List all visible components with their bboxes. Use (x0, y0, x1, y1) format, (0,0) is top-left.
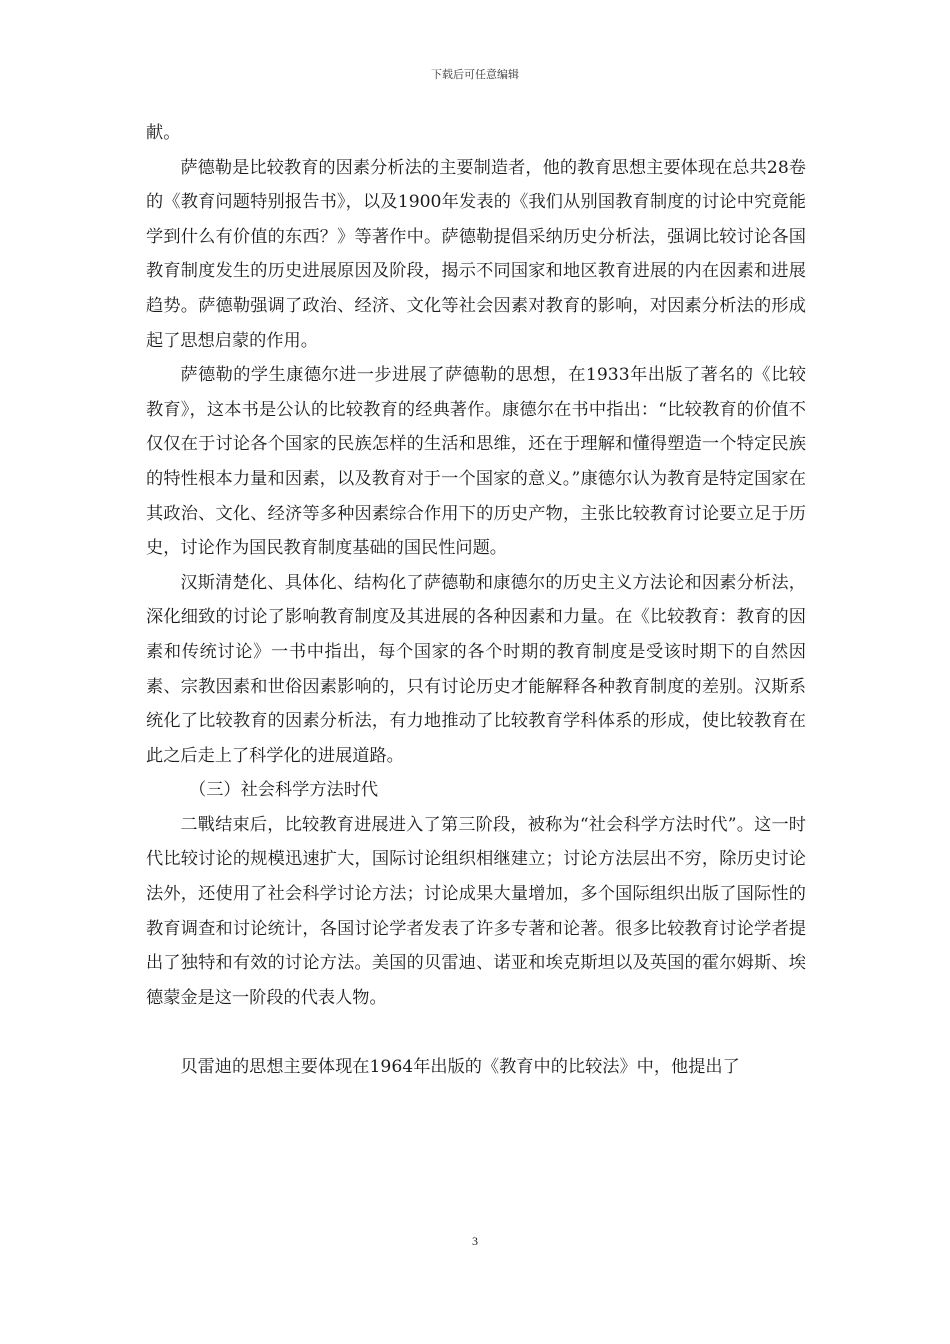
paragraph-post-war: 二戰结束后，比较教育进展进入了第三阶段，被称为“社会科学方法时代”。这一时代比较讨论的规模迅速扩大，国际讨论组织相继建立；讨论方法层出不穷，除历史讨论法外，还使用了社会科学讨论方法；讨论成果大量增加，多个国际组织出版了国际性的教育调查和讨论统计，各国讨论学者发表了许多专著和论著。很多比较教育讨论学者提出了独特和有效的讨论方法。美国的贝雷迪、诺亚和埃克斯坦以及英国的霍尔姆斯、埃德蒙金是这一阶段的代表人物。 (146, 814, 806, 1008)
paragraph-continuation: 献。 (146, 123, 181, 143)
page-number: 3 (472, 1234, 478, 1248)
paragraph-sadler: 萨德勒是比较教育的因素分析法的主要制造者，他的教育思想主要体现在总共28卷的《教育问题特别报告书》，以及1900年发表的《我们从别国教育制度的讨论中究竟能学到什么有价值的东西？》等著作中。萨德勒提倡采纳历史分析法，强调比较讨论各国教育制度发生的历史进展原因及阶段，揭示不同国家和地区教育进展的内在因素和进展趋势。萨德勒强调了政治、经济、文化等社会因素对教育的影响，对因素分析法的形成起了思想启蒙的作用。 (146, 157, 806, 351)
document-body (146, 116, 806, 1085)
paragraph-bereday: 贝雷迪的思想主要体现在1964年出版的《教育中的比较法》中，他提出了 (180, 1057, 740, 1078)
paragraph-kandel: 萨德勒的学生康德尔进一步进展了萨德勒的思想，在1933年出版了著名的《比较教育》，这本书是公认的比较教育的经典著作。康德尔在书中指出：“比较教育的价值不仅仅在于讨论各个国家的民族怎样的生活和思维，还在于理解和懂得塑造一个特定民族的特性根本力量和因素，以及教育对于一个国家的意义。”康德尔认为教育是特定国家在其政治、文化、经济等多种因素综合作用下的历史产物，主张比较教育讨论要立足于历史，讨论作为国民教育制度基础的国民性问题。 (146, 365, 806, 559)
page-header: 下载后可任意编辑 (431, 68, 519, 81)
paragraph-gap (146, 1015, 806, 1050)
paragraph-hans: 汉斯清楚化、具体化、结构化了萨德勒和康德尔的历史主义方法论和因素分析法，深化细致的讨论了影响教育制度及其进展的各种因素和力量。在《比较教育：教育的因素和传统讨论》一书中指出，每个国家的各个时期的教育制度是受该时期下的自然因素、宗教因素和世俗因素影响的，只有讨论历史才能解释各种教育制度的差别。汉斯系统化了比较教育的因素分析法，有力地推动了比较教育学科体系的形成，使比较教育在此之后走上了科学化的进展道路。 (146, 572, 806, 766)
section-heading: （三）社会科学方法时代 (189, 780, 379, 801)
